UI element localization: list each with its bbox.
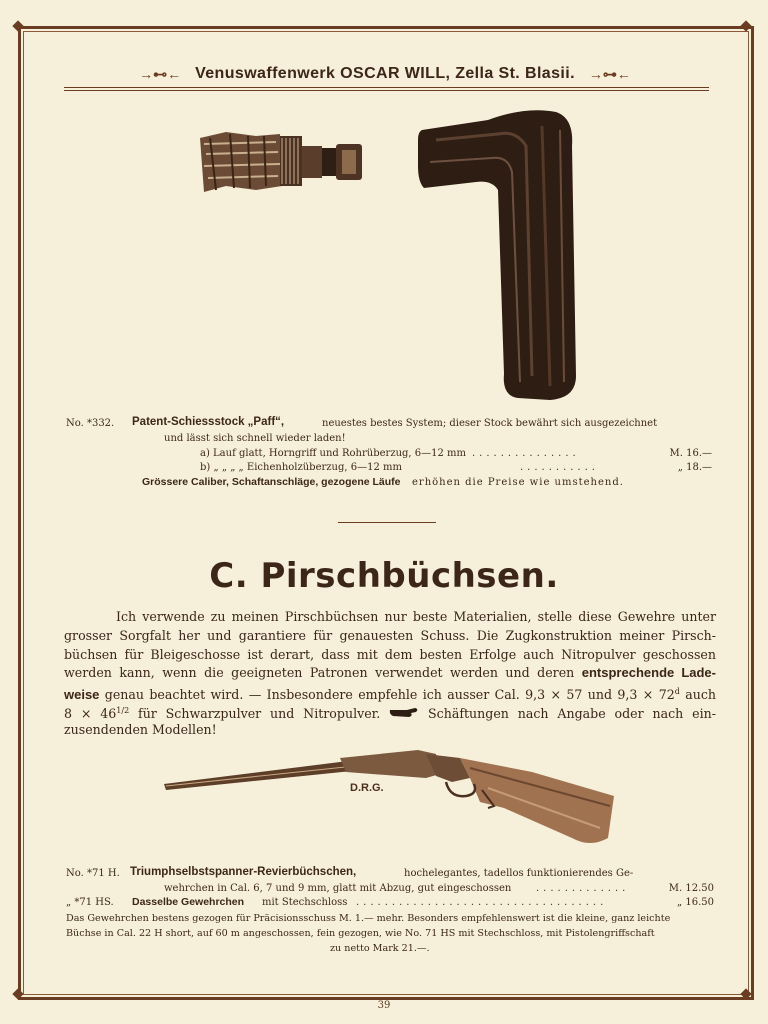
header-title: Venuswaffenwerk OSCAR WILL, Zella St. Blasii. [195, 65, 575, 82]
item-332-price-a: M. 16.— [669, 448, 712, 459]
stock-mechanism-illustration [196, 124, 366, 196]
superscript: d [674, 687, 680, 697]
item-71-note: Das Gewehrchen bestens gezogen für Präcisionsschuss M. 1.— mehr. Besonders empfehlenswert ist die kleine, ganz leichte [66, 913, 671, 924]
leader-dots: ............. [536, 883, 630, 894]
body-line: zusendenden Modellen! [64, 721, 217, 737]
item-332-number: No. *332. [66, 418, 115, 429]
item-332-note: Grössere Caliber, Schaftanschläge, gezogene Läufe [142, 476, 401, 488]
body-line: büchsen für Bleigeschosse ist derart, dass mit dem besten Erfolge auch Nitropulver geschossen [64, 646, 716, 662]
body-line: grosser Sorgfalt her und garantiere für genauesten Schuss. Die Zugkonstruktion meiner Pirsch- [64, 627, 716, 643]
item-71-note-end: zu netto Mark 21.—. [330, 943, 430, 954]
body-emphasis: entsprechende Lade- [581, 665, 716, 681]
item-332-variant-b: b) „ „ „ „ Eichenholzüberzug, 6—12 mm [200, 462, 402, 473]
item-332-description-cont: und lässt sich schnell wieder laden! [164, 433, 346, 444]
page-number: 39 [377, 1000, 391, 1011]
body-line [64, 683, 716, 702]
body-text: genau beachtet wird. — Insbesondere empfehle ich ausser Cal. 9,3 × 57 und 9,3 × 72 [104, 687, 675, 703]
item-71-description: hochelegantes, tadellos funktionierendes Ge- [404, 868, 634, 879]
cane-handle-illustration [416, 106, 582, 402]
rifle-mark: D.R.G. [350, 782, 384, 794]
header-rule [64, 90, 709, 91]
body-emphasis-cont: weise [64, 687, 100, 703]
body-text: auch [685, 687, 716, 703]
rifle-illustration [160, 748, 620, 858]
item-332-name: Patent-Schiessstock „Paff“, [132, 416, 285, 428]
header-rule [64, 87, 709, 88]
item-332-variant-a: a) Lauf glatt, Horngriff und Rohrüberzug, 6—12 mm [200, 448, 467, 459]
section-divider [338, 522, 436, 523]
item-71-number: No. *71 H. [66, 868, 120, 879]
fraction: 1/2 [116, 705, 130, 715]
body-line [64, 664, 716, 683]
item-71-name: Triumphselbstspanner-Revierbüchschen, [130, 866, 357, 878]
leader-dots: ................................... [356, 897, 608, 908]
item-71-note-cont: Büchse in Cal. 22 H short, auf 60 m angeschossen, fein gezogen, wie No. 71 HS mit Stechschloss, mit Pistolengriffschaft [66, 928, 655, 939]
leader-dots: ........... [520, 462, 599, 473]
leader-dots: ............... [472, 448, 580, 459]
section-body [64, 608, 716, 740]
item-71hs-number: „ *71 HS. [66, 897, 114, 908]
body-line [64, 702, 716, 721]
item-71-price: M. 12.50 [668, 883, 714, 894]
item-71-description-cont: wehrchen in Cal. 6, 7 und 9 mm, glatt mit Abzug, gut eingeschossen [164, 883, 512, 894]
item-71hs-price: „ 16.50 [677, 897, 714, 908]
item-332-note-tail: erhöhen die Preise wie umstehend. [412, 477, 624, 488]
item-332-description: neuestes bestes System; dieser Stock bewährt sich ausgezeichnet [322, 418, 658, 429]
pointing-hand-icon [389, 706, 419, 718]
body-text: werden kann, wenn die geeigneten Patronen verwendet werden und deren [64, 665, 575, 681]
section-title: C. Pirschbüchsen. [209, 556, 559, 596]
header-right-ornament: →⊶← [588, 65, 631, 82]
item-71hs-name: Dasselbe Gewehrchen [132, 896, 245, 908]
item-332-price-b: „ 18.— [677, 462, 712, 473]
item-71hs-description: mit Stechschloss [262, 897, 348, 908]
header-left-ornament: →⊷← [139, 65, 182, 82]
body-line: Ich verwende zu meinen Pirschbüchsen nur beste Materialien, stelle diese Gewehre unter [116, 609, 716, 624]
body-text: 8 × 46 [64, 706, 117, 722]
body-text: Schäftungen nach Angabe oder nach ein- [428, 706, 716, 722]
body-text: für Schwarzpulver und Nitropulver. [138, 706, 381, 722]
catalog-header [60, 60, 710, 88]
